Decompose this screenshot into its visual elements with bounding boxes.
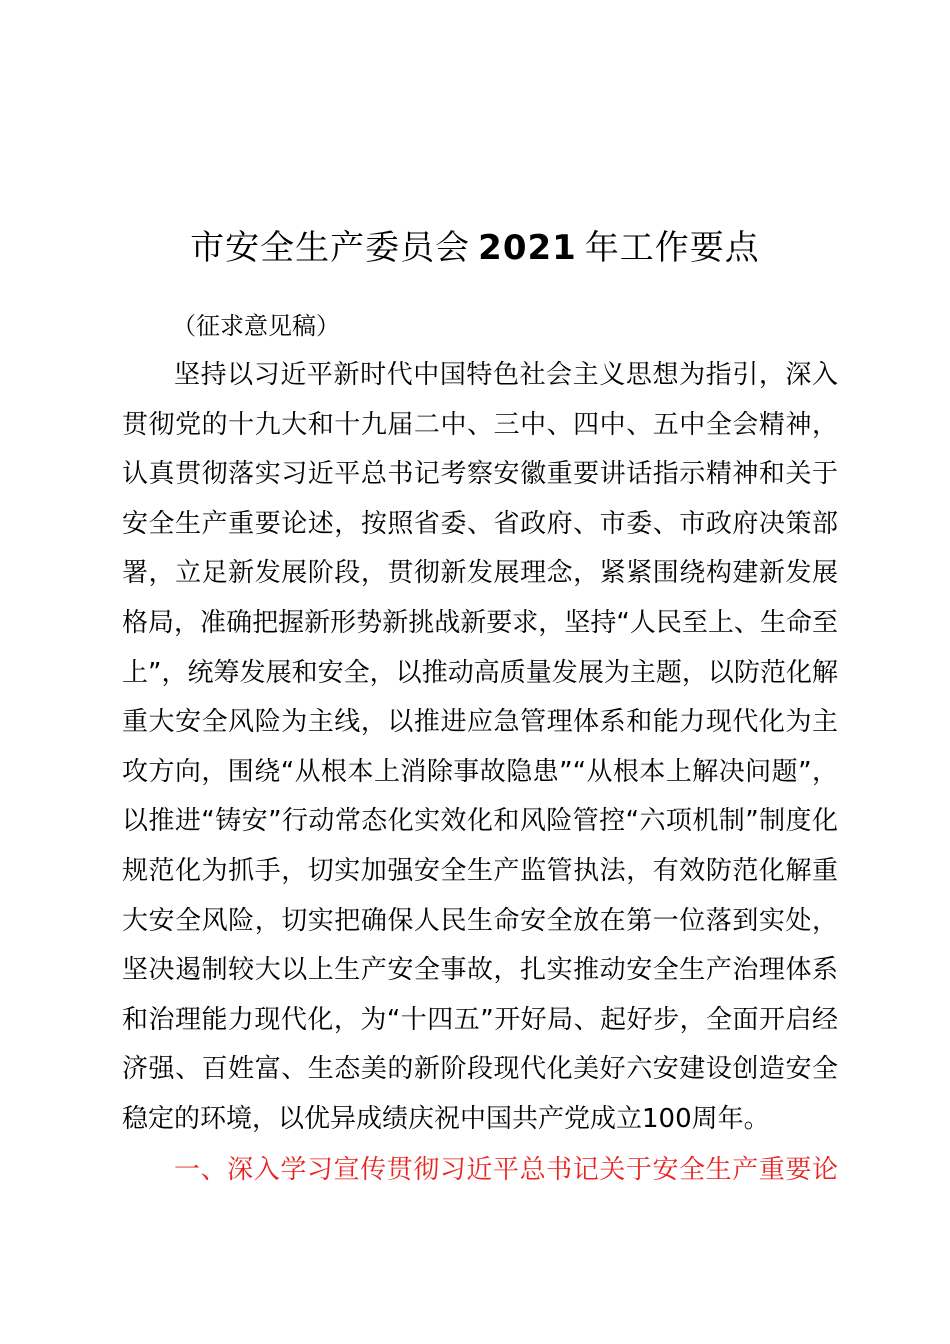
body-line: 济强、百姓富、生态美的新阶段现代化美好六安建设创造安全 xyxy=(122,1054,838,1085)
body-line: 以推进“铸安”行动常态化实效化和风险管控“六项机制”制度化 xyxy=(122,806,838,837)
body-line: 和治理能力现代化，为“十四五”开好局、起好步，全面开启经 xyxy=(122,1004,838,1035)
title-prefix: 市安全生产委员会 xyxy=(190,228,471,268)
body-line: 贯彻党的十九大和十九届二中、三中、四中、五中全会精神， xyxy=(122,409,838,440)
body-line: 规范化为抓手，切实加强安全生产监管执法，有效防范化解重 xyxy=(122,855,838,886)
document-subtitle: （征求意见稿） xyxy=(172,312,340,340)
body-line: 大安全风险，切实把确保人民生命安全放在第一位落到实处， xyxy=(122,905,838,936)
document-title xyxy=(0,222,950,274)
section-heading: 一、深入学习宣传贯彻习近平总书记关于安全生产重要论 xyxy=(174,1155,838,1185)
body-line: 格局，准确把握新形势新挑战新要求，坚持“人民至上、生命至 xyxy=(122,607,838,638)
body-line: 坚持以习近平新时代中国特色社会主义思想为指引，深入 xyxy=(174,360,838,390)
body-line: 安全生产重要论述，按照省委、省政府、市委、市政府决策部 xyxy=(122,508,838,539)
body-line: 署，立足新发展阶段，贯彻新发展理念，紧紧围绕构建新发展 xyxy=(122,558,838,589)
body-line: 坚决遏制较大以上生产安全事故，扎实推动安全生产治理体系 xyxy=(122,955,838,986)
body-line: 稳定的环境，以优异成绩庆祝中国共产党成立100周年。 xyxy=(122,1103,770,1134)
body-line: 攻方向，围绕“从根本上消除事故隐患”“从根本上解决问题”， xyxy=(122,756,838,787)
body-paragraph xyxy=(122,351,838,1145)
body-line: 上”，统筹发展和安全，以推动高质量发展为主题，以防范化解 xyxy=(122,657,838,688)
body-line: 认真贯彻落实习近平总书记考察安徽重要讲话指示精神和关于 xyxy=(122,459,838,490)
body-line: 重大安全风险为主线，以推进应急管理体系和能力现代化为主 xyxy=(122,707,838,738)
title-suffix: 年工作要点 xyxy=(584,228,760,268)
title-year: 2021 xyxy=(478,228,577,268)
